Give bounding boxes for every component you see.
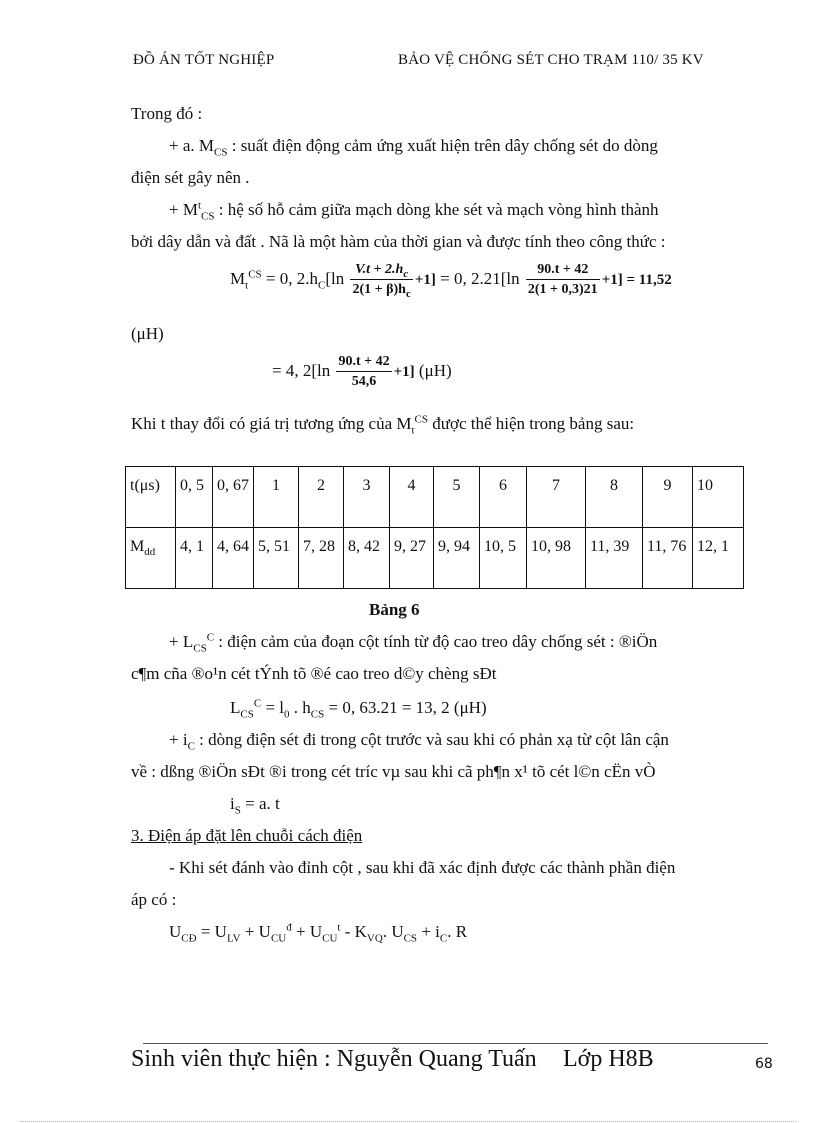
page-number: 68 (755, 1056, 773, 1072)
section-3-text: - Khi sét đánh vào đỉnh cột , sau khi đã xác định được các thành phần điện (169, 858, 676, 877)
table-cell: 5, 51 (254, 528, 299, 589)
table-cell: 9 (643, 467, 693, 528)
section-3-heading: 3. Điện áp đặt lên chuỗi cách điện (131, 826, 363, 845)
table-row-mdd (126, 528, 744, 589)
table-row-label: $M_{dd}$ (126, 528, 176, 589)
table-cell: 7, 28 (299, 528, 344, 589)
table-cell: 0, 5 (176, 467, 213, 528)
mcs-definition: + a. $M_{CS}$ : suất điện động cảm ứng xuất hiện trên dây chống sét do dòng (169, 136, 658, 159)
table-row-time (126, 467, 744, 528)
footer-rule (143, 1043, 768, 1044)
table-cell: 9, 27 (390, 528, 434, 589)
table-cell: 4, 64 (213, 528, 254, 589)
mtcs-definition-line2: bởi dây dẫn và đất . Nã là một hàm của thời gian và được tính theo công thức : (131, 232, 666, 251)
lcs-equation: $L_{CS}^C = l_0$ . $h_{CS} = 0$, 63.21 = 13, 2 (μH) (230, 697, 487, 721)
table-cell: 8 (586, 467, 643, 528)
fraction-3: $\frac{90.t + 42}{54,6}$ (338, 354, 390, 389)
ic-definition: + $i_C$ : dòng điện sét đi trong cột trước và sau khi có phản xạ từ cột lân cận (169, 730, 669, 753)
fraction-2: $\frac{90.t + 42}{2(1 + 0,3)21}$ (527, 262, 598, 297)
table-cell: 0, 67 (213, 467, 254, 528)
page-bottom-border (20, 1121, 796, 1122)
table-cell: 11, 76 (643, 528, 693, 589)
table-cell: 12, 1 (693, 528, 744, 589)
table-row-label: t(μs) (126, 467, 176, 528)
ucd-equation: $U_{CĐ} = U_{LV} + U_{CU}^đ + U_{CU}^t - K_{VQ}$. $U_{CS} + i_C$. R (169, 921, 468, 945)
is-equation: $i_S = a$. t (230, 794, 280, 817)
table-cell: 4, 1 (176, 528, 213, 589)
trong-do-label: Trong đó : (131, 104, 203, 123)
table-cell: 10, 98 (527, 528, 586, 589)
mtcs-table (125, 466, 744, 589)
table-cell: 1 (254, 467, 299, 528)
table-cell: 3 (344, 467, 390, 528)
footer-class: Lớp H8B (563, 1046, 654, 1072)
fraction-1: $\frac{V.t + 2.h_c}{2(1 + \beta)h_c}$ (352, 262, 411, 300)
table-cell: 11, 39 (586, 528, 643, 589)
unit-uh: (μH) (131, 324, 164, 343)
header-right: BẢO VỆ CHỐNG SÉT CHO TRẠM 110/ 35 KV (398, 52, 704, 68)
table-cell: 9, 94 (434, 528, 480, 589)
lcs-definition-line2: c¶m cña ®o¹n cét tÝnh tõ ®é cao treo d©y chèng sÐt (131, 664, 497, 683)
table-cell: 10, 5 (480, 528, 527, 589)
table-cell: 7 (527, 467, 586, 528)
table-cell: 10 (693, 467, 744, 528)
mcs-definition-line2: điện sét gây nên . (131, 168, 250, 187)
table-cell: 5 (434, 467, 480, 528)
table-cell: 4 (390, 467, 434, 528)
ic-definition-line2: về : dßng ®iÖn sÐt ®i trong cét tríc vµ sau khi cã ph¶n x¹ tõ cét l©n cËn vÒ (131, 762, 656, 781)
table-cell: 2 (299, 467, 344, 528)
section-3-text-line2: áp có : (131, 890, 177, 909)
table-cell: 6 (480, 467, 527, 528)
equation-mtcs: $M_t^{CS} = 0$, $2.h_C[\ln$ $\frac{V.t + 2.h_c}{2(1 + \beta)h_c}$ +1] = 0, 2.21[ln $\frac{90.t + 42}{2(1 + 0,3)21}$ +1] = 11,52 (230, 262, 672, 300)
table-caption: Bảng 6 (369, 600, 420, 619)
header-left: ĐỒ ÁN TỐT NGHIỆP (133, 52, 275, 68)
table-intro: Khi t thay đổi có giá trị tương ứng của $M_t^{CS}$ được thể hiện trong bảng sau: (131, 413, 635, 437)
table-cell: 8, 42 (344, 528, 390, 589)
mtcs-definition: + $M^t_{CS}$ : hệ số hỗ cảm giữa mạch dòng khe sét và mạch vòng hình thành (169, 199, 659, 223)
footer-student: Sinh viên thực hiện : Nguyễn Quang Tuấn (131, 1046, 537, 1072)
equation-simplified: = 4, 2[ln $\frac{90.t + 42}{54,6}$ +1] (μH) (272, 354, 452, 389)
lcs-definition: + $L_{CS}^C$ : điện cảm của đoạn cột tính từ độ cao treo dây chống sét : ®iÖn (169, 631, 658, 655)
